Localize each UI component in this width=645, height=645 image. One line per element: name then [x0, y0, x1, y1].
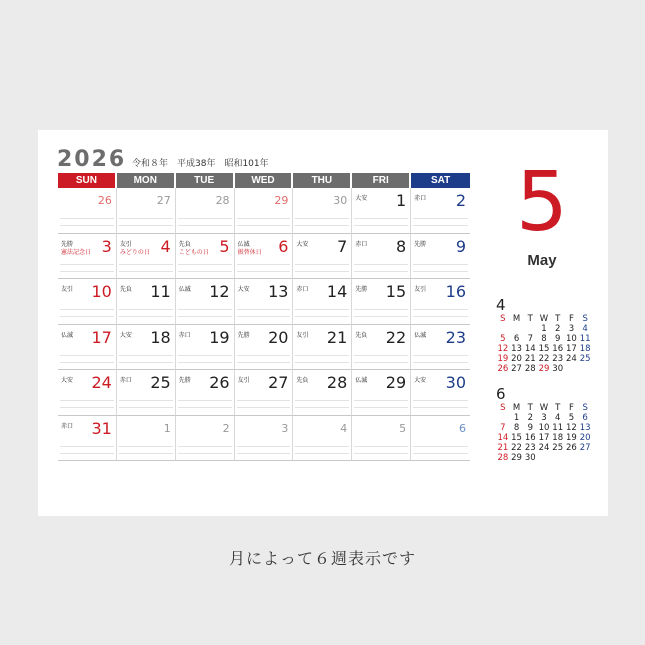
mini-day-number: 30 — [552, 364, 564, 374]
week-row — [58, 370, 470, 416]
day-cell — [176, 234, 235, 280]
rokuyo-label: 先負 — [355, 331, 368, 339]
day-cell — [411, 279, 470, 325]
mini-day-number — [578, 453, 592, 463]
day-number: 8 — [395, 236, 407, 256]
day-number: 26 — [209, 373, 230, 392]
mini-calendar-title: 6 — [496, 385, 506, 403]
rokuyo-label: 友引 — [296, 331, 309, 339]
day-cell — [117, 279, 176, 325]
mini-day-number — [496, 413, 510, 423]
rokuyo-label: 赤口 — [61, 422, 74, 430]
mini-day-number: 27 — [579, 443, 591, 453]
day-number: 12 — [209, 282, 230, 301]
mini-day-number: 14 — [497, 433, 509, 443]
weekday-header: TUE — [176, 173, 235, 188]
mini-day-number: 5 — [500, 334, 506, 344]
mini-day-number: 20 — [579, 433, 591, 443]
mini-calendar-title: 4 — [496, 296, 506, 314]
big-month-number: 5 — [515, 155, 569, 250]
day-number: 22 — [385, 327, 407, 347]
mini-day-number: 12 — [566, 423, 577, 433]
mini-day-number: 28 — [524, 364, 536, 374]
rokuyo-label: 仏滅 — [355, 377, 368, 384]
mini-day-number: 2 — [527, 413, 533, 423]
mini-day-number: 19 — [497, 354, 509, 364]
day-number: 3 — [101, 236, 112, 256]
rokuyo-label: 先勝 — [237, 331, 250, 339]
day-cell — [58, 234, 117, 280]
day-cell — [58, 325, 117, 371]
mini-day-number — [523, 324, 537, 334]
rokuyo-label: 友引 — [61, 286, 74, 293]
mini-day-number: 22 — [511, 443, 522, 453]
mini-day-number: 14 — [524, 344, 536, 354]
mini-day-number: 16 — [552, 344, 564, 354]
day-cell — [58, 279, 117, 325]
day-number: 26 — [97, 194, 112, 207]
rokuyo-label: 大安 — [296, 240, 309, 248]
mini-day-number: 17 — [566, 344, 577, 354]
day-cell — [58, 188, 117, 234]
day-number: 27 — [268, 373, 289, 392]
mini-weekday-label: S — [582, 314, 588, 324]
day-number: 1 — [395, 191, 407, 210]
mini-day-number — [496, 324, 510, 334]
mini-calendar-april — [496, 297, 592, 374]
rokuyo-label: 先勝 — [414, 240, 427, 248]
day-cell — [117, 234, 176, 280]
day-number: 28 — [326, 373, 348, 392]
mini-day-number: 19 — [566, 433, 577, 443]
mini-weekday-label: F — [568, 403, 574, 413]
weekday-header: FRI — [352, 173, 411, 188]
day-number: 18 — [150, 327, 171, 347]
mini-weekday-label: W — [539, 314, 549, 324]
weekday-header: SAT — [411, 173, 470, 188]
day-number: 20 — [268, 327, 289, 347]
mini-day-number — [510, 324, 524, 334]
mini-day-number: 21 — [497, 443, 509, 453]
day-number: 19 — [209, 327, 230, 347]
mini-day-number: 18 — [579, 344, 591, 354]
mini-day-number: 25 — [579, 354, 591, 364]
year-title: 2026 — [57, 147, 127, 172]
mini-day-number: 10 — [566, 334, 577, 344]
mini-day-number — [551, 453, 565, 463]
weekday-header: THU — [293, 173, 352, 188]
mini-day-number: 9 — [527, 423, 533, 433]
mini-calendar-june — [496, 386, 592, 463]
mini-day-number: 6 — [582, 413, 588, 423]
day-cell — [293, 234, 352, 280]
day-number: 2 — [222, 421, 230, 435]
mini-day-number: 18 — [552, 433, 564, 443]
rokuyo-label: 赤口 — [355, 240, 368, 248]
day-number: 27 — [156, 194, 171, 207]
weekday-header: SUN — [58, 173, 117, 188]
mini-day-number: 15 — [538, 344, 550, 354]
mini-day-number — [578, 364, 592, 374]
day-cell — [293, 325, 352, 371]
mini-day-number: 9 — [554, 334, 561, 344]
mini-weekday-label: T — [527, 403, 533, 413]
holiday-label: 憲法記念日 — [61, 248, 92, 256]
mini-day-number: 29 — [538, 364, 550, 374]
mini-day-number: 7 — [527, 334, 533, 344]
holiday-label: こどもの日 — [178, 248, 209, 256]
day-cell — [235, 370, 294, 416]
big-month-name: May — [527, 252, 557, 269]
week-row — [58, 416, 470, 462]
mini-day-number: 8 — [513, 423, 520, 433]
mini-day-number — [565, 453, 579, 463]
rokuyo-label: 大安 — [414, 377, 427, 384]
rokuyo-label: 大安 — [61, 377, 74, 384]
day-cell — [352, 188, 411, 234]
rokuyo-label: 先負 — [178, 240, 191, 248]
day-cell — [117, 188, 176, 234]
weekday-header: MON — [117, 173, 176, 188]
day-cell — [411, 188, 470, 234]
mini-day-number: 28 — [497, 453, 509, 463]
day-cell — [352, 370, 411, 416]
week-row — [58, 188, 470, 234]
mini-day-number: 13 — [511, 344, 522, 354]
day-cell — [58, 416, 117, 462]
mini-day-number: 17 — [538, 433, 550, 443]
day-cell — [293, 370, 352, 416]
mini-day-number: 29 — [511, 453, 522, 463]
day-number: 25 — [150, 373, 171, 392]
mini-day-number: 15 — [511, 433, 522, 443]
rokuyo-label: 大安 — [237, 286, 250, 293]
day-cell — [411, 234, 470, 280]
day-number: 15 — [385, 282, 407, 301]
rokuyo-label: 友引 — [414, 286, 427, 293]
era-years: 令和８年 平成38年 昭和101年 — [132, 159, 269, 169]
mini-day-number — [537, 453, 551, 463]
day-cell — [235, 416, 294, 462]
mini-day-number: 24 — [566, 354, 577, 364]
day-number: 30 — [445, 373, 466, 392]
day-number: 29 — [385, 373, 407, 392]
day-number: 3 — [281, 421, 289, 435]
mini-day-number: 20 — [511, 354, 522, 364]
day-number: 30 — [333, 194, 348, 207]
mini-day-number: 30 — [524, 453, 536, 463]
mini-weekday-label: S — [500, 403, 506, 413]
mini-weekday-label: T — [555, 403, 561, 413]
mini-day-number: 3 — [568, 324, 575, 334]
mini-day-number: 11 — [579, 334, 591, 344]
day-number: 7 — [337, 236, 348, 256]
day-cell — [176, 370, 235, 416]
mini-day-number — [565, 364, 579, 374]
day-cell — [293, 279, 352, 325]
mini-day-number: 22 — [538, 354, 550, 364]
day-cell — [176, 188, 235, 234]
caption: 月によって６週表示です — [228, 549, 416, 568]
day-cell — [235, 234, 294, 280]
holiday-label: みどりの日 — [119, 248, 150, 256]
mini-calendar-grid — [496, 403, 592, 463]
mini-day-number: 13 — [579, 423, 591, 433]
day-number: 5 — [219, 236, 230, 256]
day-cell — [117, 416, 176, 462]
day-number: 11 — [150, 282, 171, 301]
mini-day-number: 5 — [568, 413, 575, 423]
day-cell — [411, 370, 470, 416]
rokuyo-label: 赤口 — [178, 331, 191, 339]
rokuyo-label: 仏滅 — [414, 331, 427, 339]
day-number: 21 — [326, 327, 348, 347]
mini-day-number: 4 — [582, 324, 588, 334]
day-cell — [352, 416, 411, 462]
day-number: 14 — [326, 282, 348, 301]
rokuyo-label: 赤口 — [119, 377, 132, 384]
mini-day-number: 24 — [538, 443, 550, 453]
mini-day-number: 8 — [541, 334, 547, 344]
weekday-header-row — [58, 173, 470, 188]
rokuyo-label: 赤口 — [296, 286, 309, 293]
mini-weekday-label: W — [539, 403, 549, 413]
mini-day-number: 11 — [552, 423, 564, 433]
day-number: 4 — [160, 236, 171, 256]
mini-weekday-label: T — [527, 314, 533, 324]
day-number: 24 — [91, 373, 112, 392]
mini-day-number: 16 — [524, 433, 536, 443]
day-cell — [293, 188, 352, 234]
mini-day-number: 1 — [541, 324, 547, 334]
day-number: 6 — [278, 236, 289, 256]
day-number: 28 — [215, 194, 230, 207]
day-cell — [235, 279, 294, 325]
day-cell — [58, 370, 117, 416]
rokuyo-label: 先勝 — [355, 286, 368, 293]
day-cell — [293, 416, 352, 462]
week-row — [58, 234, 470, 280]
mini-day-number: 21 — [524, 354, 536, 364]
rokuyo-label: 先負 — [296, 377, 309, 384]
weekday-header: WED — [235, 173, 294, 188]
rokuyo-label: 先勝 — [61, 240, 74, 248]
week-row — [58, 325, 470, 371]
day-cell — [235, 188, 294, 234]
rokuyo-label: 仏滅 — [237, 240, 250, 248]
month-grid — [58, 173, 470, 461]
rokuyo-label: 大安 — [355, 195, 368, 202]
mini-day-number: 10 — [538, 423, 550, 433]
mini-day-number: 12 — [497, 344, 509, 354]
day-cell — [176, 416, 235, 462]
mini-weekday-label: M — [512, 314, 521, 324]
day-number: 6 — [459, 421, 466, 435]
mini-weekday-label: S — [582, 403, 588, 413]
day-number: 1 — [163, 421, 171, 435]
day-cell — [352, 234, 411, 280]
mini-day-number: 23 — [552, 354, 564, 364]
rokuyo-label: 仏滅 — [178, 286, 191, 293]
mini-weekday-label: S — [500, 314, 506, 324]
mini-day-number: 3 — [541, 413, 547, 423]
day-cell — [117, 325, 176, 371]
day-number: 4 — [340, 421, 348, 435]
day-number: 10 — [91, 282, 112, 301]
mini-day-number: 6 — [513, 334, 520, 344]
day-number: 17 — [91, 327, 112, 347]
day-number: 23 — [445, 327, 466, 347]
day-cell — [352, 279, 411, 325]
mini-day-number: 26 — [497, 364, 509, 374]
day-cell — [176, 279, 235, 325]
mini-day-number: 23 — [524, 443, 536, 453]
day-number: 31 — [91, 418, 112, 438]
week-row — [58, 279, 470, 325]
day-cell — [235, 325, 294, 371]
weeks-container — [58, 188, 470, 461]
rokuyo-label: 赤口 — [414, 195, 427, 202]
day-cell — [117, 370, 176, 416]
mini-day-number: 1 — [513, 413, 520, 423]
mini-day-number: 7 — [500, 423, 506, 433]
day-number: 29 — [274, 194, 289, 207]
mini-day-number: 26 — [566, 443, 577, 453]
day-number: 13 — [268, 282, 289, 301]
day-number: 2 — [455, 191, 466, 210]
rokuyo-label: 先勝 — [178, 377, 191, 384]
mini-day-number: 2 — [554, 324, 561, 334]
rokuyo-label: 仏滅 — [61, 331, 74, 339]
mini-day-number: 25 — [552, 443, 564, 453]
day-number: 16 — [445, 282, 466, 301]
rokuyo-label: 友引 — [237, 377, 250, 384]
mini-weekday-label: M — [512, 403, 521, 413]
mini-calendar-grid — [496, 314, 592, 374]
day-cell — [411, 325, 470, 371]
mini-day-number: 4 — [554, 413, 561, 423]
rokuyo-label: 友引 — [119, 240, 132, 248]
mini-day-number: 27 — [511, 364, 522, 374]
day-cell — [176, 325, 235, 371]
day-number: 5 — [399, 421, 407, 435]
mini-weekday-label: F — [568, 314, 574, 324]
day-cell — [352, 325, 411, 371]
day-number: 9 — [455, 236, 466, 256]
rokuyo-label: 先負 — [119, 286, 132, 293]
rokuyo-label: 大安 — [119, 331, 132, 339]
mini-weekday-label: T — [555, 314, 561, 324]
day-cell — [411, 416, 470, 462]
holiday-label: 振替休日 — [237, 248, 262, 256]
